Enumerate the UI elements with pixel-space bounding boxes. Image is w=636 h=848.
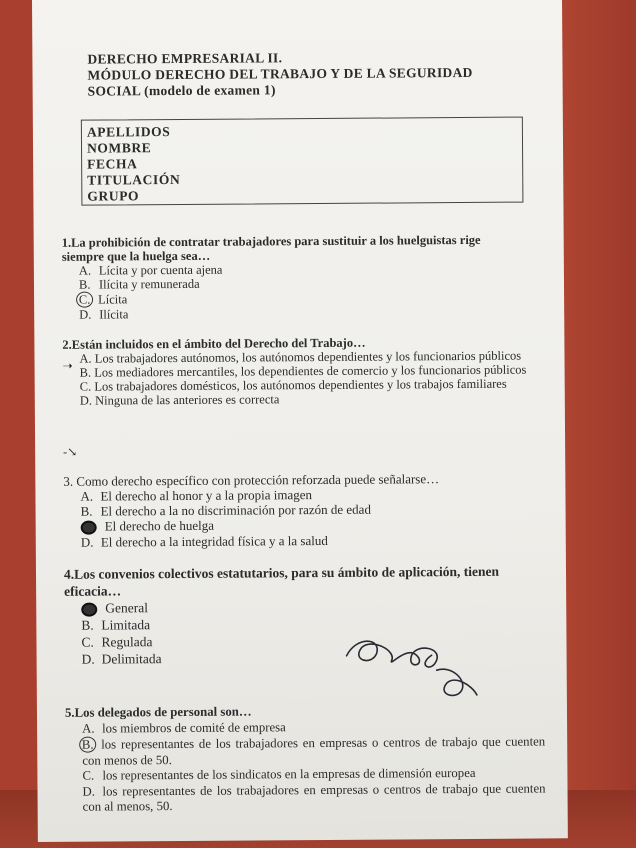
field-apellidos: APELLIDOS xyxy=(86,124,171,140)
option-5d[interactable] xyxy=(65,781,545,815)
option-text: Ilícita y remunerada xyxy=(98,276,200,292)
option-letter: C. xyxy=(82,768,95,783)
option-letter: B. xyxy=(78,277,91,292)
question-5 xyxy=(65,702,546,815)
option-2d[interactable]: D. Ninguna de las anteriores es correcta xyxy=(79,392,280,408)
option-2c[interactable]: C. Los trabajadores domésticos, los autónomos dependientes y los trabajos familiares xyxy=(79,376,507,394)
filled-circle-mark-icon xyxy=(81,602,97,616)
option-2a[interactable]: A. Los trabajadores autónomos, los autónomos dependientes y los funcionarios públicos xyxy=(79,348,522,366)
field-titulacion: TITULACIÓN xyxy=(87,171,181,188)
option-letter-circled: C. xyxy=(76,292,93,308)
question-1-text-line2: siempre que la huelga sea… xyxy=(61,248,211,264)
option-2b[interactable]: B. Los mediadores mercantiles, los dependientes de comercio y los funcionarios públicos xyxy=(79,362,527,380)
module-title: MÓDULO DERECHO DEL TRABAJO Y DE LA SEGURIDAD xyxy=(87,64,473,83)
question-3-text: 3. Como derecho específico con protección reforzada puede señalarse… xyxy=(63,471,440,489)
option-letter: D. xyxy=(79,307,92,322)
module-subtitle: SOCIAL (modelo de examen 1) xyxy=(87,82,276,99)
option-letter-circled: B. xyxy=(79,737,96,753)
option-text: los representantes de los trabajadores en empresas o centros de trabajo que cuenten con al menos, 50. xyxy=(82,780,546,814)
option-3d[interactable] xyxy=(64,531,544,549)
option-letter: D. xyxy=(80,534,94,550)
course-title: DERECHO EMPRESARIAL II. xyxy=(87,50,283,67)
option-letter: A. xyxy=(80,488,94,504)
option-letter: A. xyxy=(78,263,92,278)
handwritten-signature-icon xyxy=(336,625,487,706)
option-text: los miembros de comité de empresa xyxy=(102,719,286,736)
option-text: El derecho al honor y a la propia imagen xyxy=(100,487,313,504)
option-text: General xyxy=(105,600,149,616)
option-text: El derecho a la integridad física y a la salud xyxy=(100,532,328,550)
question-2 xyxy=(62,334,542,407)
option-text: Lícita xyxy=(98,292,128,307)
question-4-text-line1: 4.Los convenios colectivos estatutarios, para su ámbito de aplicación, tienen xyxy=(63,563,500,582)
pen-dash-mark-icon: -↘ xyxy=(63,444,78,459)
option-letter: D. xyxy=(82,784,96,799)
option-letter: D. xyxy=(81,651,95,667)
question-2-text: 2.Están incluidos en el ámbito del Derecho del Trabajo… xyxy=(62,335,366,352)
field-nombre: NOMBRE xyxy=(86,140,152,156)
filled-circle-mark-icon xyxy=(81,521,97,535)
exam-header xyxy=(87,49,527,100)
question-3 xyxy=(63,470,544,549)
option-text: Lícita y por cuenta ajena xyxy=(98,262,223,278)
field-fecha: FECHA xyxy=(87,156,138,172)
question-1 xyxy=(62,232,543,321)
option-1d[interactable] xyxy=(62,304,542,321)
pen-arrow-mark-icon: ➝ xyxy=(62,358,73,373)
option-letter: B. xyxy=(81,617,94,633)
option-text: Delimitada xyxy=(101,651,162,667)
option-letter: C. xyxy=(81,634,94,650)
option-letter: A. xyxy=(82,721,95,736)
option-5b-marked[interactable] xyxy=(65,733,545,768)
option-text: El derecho de huelga xyxy=(104,517,215,534)
option-letter: B. xyxy=(80,503,93,519)
question-5-text: 5.Los delegados de personal son… xyxy=(64,704,252,720)
exam-sheet xyxy=(32,0,568,842)
question-1-text-line1: 1.La prohibición de contratar trabajadores para sustituir a los huelguistas rige xyxy=(61,232,481,250)
option-text: Limitada xyxy=(101,617,151,633)
question-4-text-line2: eficacia… xyxy=(64,583,122,599)
student-id-box xyxy=(81,117,524,206)
option-text: los representantes de los trabajadores en empresas o centros de trabajo que cuenten con menos de 50. xyxy=(82,734,546,768)
option-text: Regulada xyxy=(101,634,153,650)
option-text: los representantes de los sindicatos en la empresas de dimensión europea xyxy=(102,765,476,783)
option-text: El derecho a la no discriminación por razón de edad xyxy=(100,501,371,519)
field-grupo: GRUPO xyxy=(87,188,140,204)
option-text: Ilícita xyxy=(99,307,129,322)
